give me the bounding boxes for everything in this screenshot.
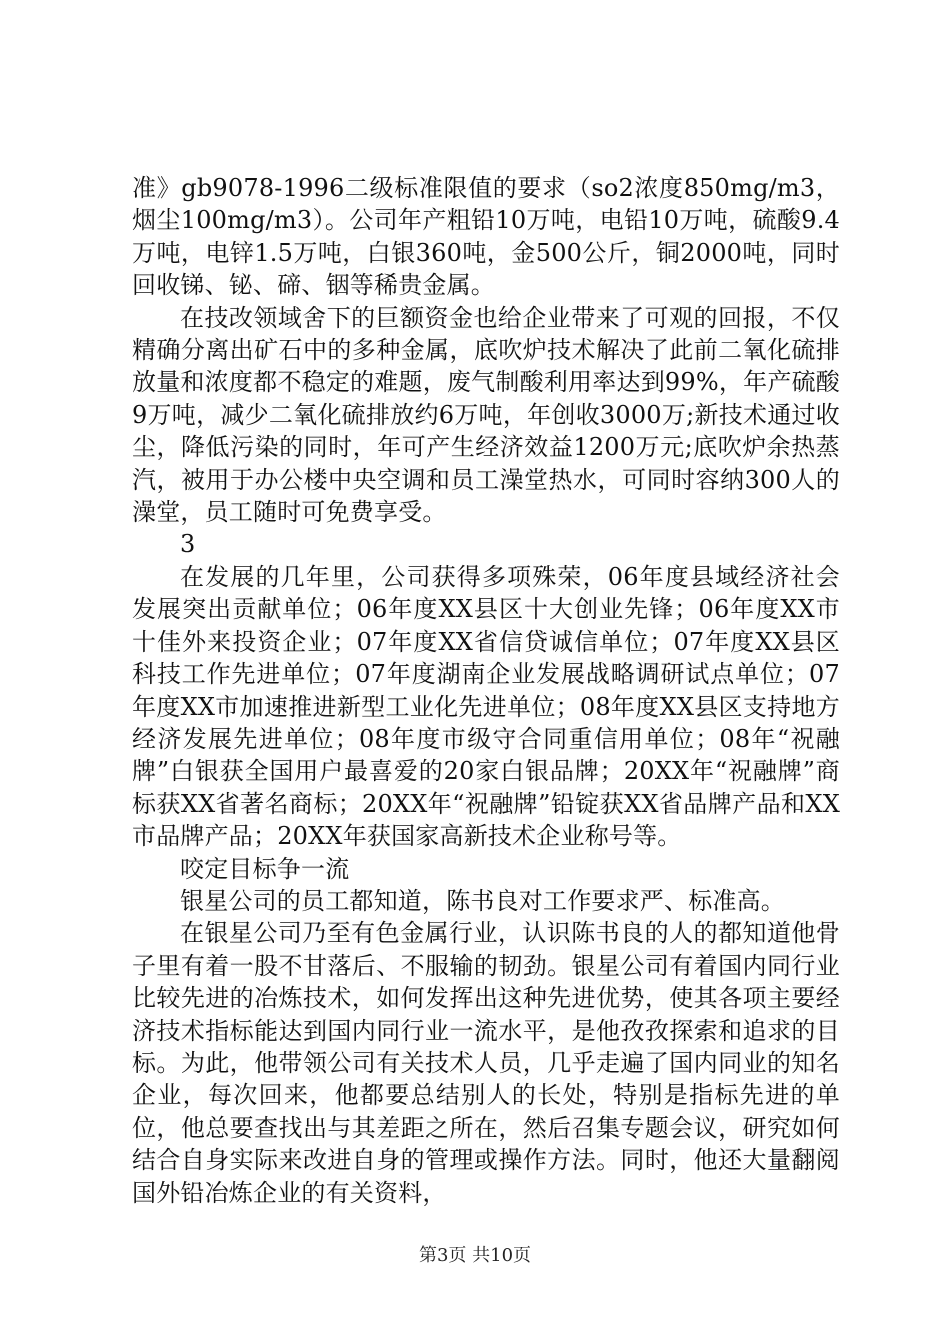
section-heading: 咬定目标争一流	[180, 854, 350, 883]
page-footer: 第3页 共10页	[418, 1245, 532, 1266]
section-number: 3	[180, 530, 196, 559]
paragraph-tech-returns: 在技改领域舍下的巨额资金也给企业带来了可观的回报，不仅精确分离出矿石中的多种金属，底吹炉技术解决了此前二氧化硫排放量和浓度都不稳定的难题，废气制酸利用率达到99%，年产硫酸9万吨，减少二氧化硫排放约6万吨，年创收3000万;新技术通过收尘，降低污染的同时，年可产生经济效益1200万元;底吹炉余热蒸汽，被用于办公楼中央空调和员工澡堂热水，可同时容纳300人的澡堂，员工随时可免费享受。	[132, 303, 840, 527]
paragraph-honors: 在发展的几年里，公司获得多项殊荣，06年度县域经济社会发展突出贡献单位；06年度XX县区十大创业先锋；06年度XX市十佳外来投资企业；07年度XX省信贷诚信单位；07年度XX县区科技工作先进单位；07年度湖南企业发展战略调研试点单位；07年度XX市加速推进新型工业化先进单位；08年度XX县区支持地方经济发展先进单位；08年度市级守合同重信用单位；08年“祝融牌”白银获全国用户最喜爱的20家白银品牌；20XX年“祝融牌”商标获XX省著名商标；20XX年“祝融牌”铅锭获XX省品牌产品和XX市品牌产品；20XX年获国家高新技术企业称号等。	[132, 562, 840, 851]
paragraph-staff-standards: 银星公司的员工都知道，陈书良对工作要求严、标准高。	[180, 886, 785, 915]
paragraph-pursuit-goals: 在银星公司乃至有色金属行业，认识陈书良的人的都知道他骨子里有着一股不甘落后、不服输的韧劲。银星公司有着国内同行业比较先进的冶炼技术，如何发挥出这种先进优势，使其各项主要经济技术指标能达到国内同行业一流水平，是他孜孜探索和追求的目标。为此，他带领公司有关技术人员，几乎走遍了国内同业的知名企业，每次回来，他都要总结别人的长处，特别是指标先进的单位，他总要查找出与其差距之所在，然后召集专题会议，研究如何结合自身实际来改进自身的管理或操作方法。同时，他还大量翻阅国外铅冶炼企业的有关资料，	[132, 919, 840, 1207]
paragraph-continued-standards: 准》gb9078-1996二级标准限值的要求（so2浓度850mg/m3，烟尘100mg/m3）。公司年产粗铅10万吨，电铅10万吨，硫酸9.4万吨，电锌1.5万吨，白银360吨，金500公斤，铜2000吨，同时回收锑、铋、碲、铟等稀贵金属。	[132, 174, 840, 300]
document-body	[132, 172, 840, 1209]
